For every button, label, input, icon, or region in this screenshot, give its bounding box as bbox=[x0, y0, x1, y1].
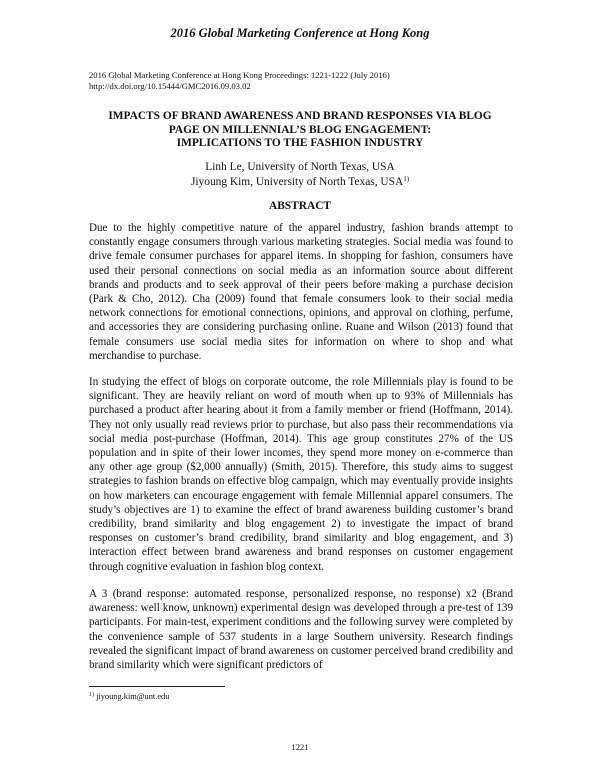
author-2 bbox=[80, 175, 520, 190]
author-list bbox=[80, 160, 520, 190]
title-line-3: IMPLICATIONS TO THE FASHION INDUSTRY bbox=[176, 137, 424, 149]
abstract-paragraph-2: In studying the effect of blogs on corporate outcome, the role Millennials play is found to be significant. They are heavily reliant on word of mouth when up to 93% of Millennials has purchased a product after hearing about it from a family member or friend (Hoffmann, 2014). They not only usually read reviews prior to purchase, but also pass their recommendations via social media post-purchase (Hoffman, 2014). This age group constitutes 27% of the US population and in spite of their lower incomes, they spend more money on e-commerce than any other age group ($2,000 annually) (Smith, 2015). Therefore, this study aims to suggest strategies to fashion brands on effective blog campaign, which may eventually provide insights on how marketers can encourage engagement with female Millennial apparel consumers. The study’s objectives are 1) to examine the effect of brand awareness building customer’s brand credibility, brand similarity and blog engagement 2) to investigate the impact of brand responses on customer’s brand credibility, brand similarity and blog engagement, and 3) interaction effect between brand awareness and brand responses on customer engagement through cognitive evaluation in fashion blog context. bbox=[89, 376, 513, 573]
page-number: 1221 bbox=[291, 742, 309, 752]
conference-header: 2016 Global Marketing Conference at Hong Kong bbox=[170, 26, 430, 40]
paper-title bbox=[80, 110, 520, 151]
abstract-paragraph-3: A 3 (brand response: automated response, personalized response, no response) x2 (Brand awareness: well know, unknown) experimental design was developed through a pre-test of 139 participants. For main-test, experiment conditions and the following survey were completed by the convenience sample of 537 students in a large Southern university. Research findings revealed the significant impact of brand awareness on customer perceived brand credibility and brand similarity which were significant predictors of bbox=[89, 588, 513, 672]
title-line-1: IMPACTS OF BRAND AWARENESS AND BRAND RESPONSES VIA BLOG bbox=[108, 110, 492, 122]
abstract-heading: ABSTRACT bbox=[268, 200, 332, 212]
author-1: Linh Le, University of North Texas, USA bbox=[205, 161, 395, 173]
author-2-footnote-mark: 1) bbox=[403, 175, 410, 183]
footnote-email[interactable]: jiyoung.kim@unt.edu bbox=[94, 692, 170, 701]
abstract-paragraph-1: Due to the highly competitive nature of the apparel industry, fashion brands attempt to constantly engage consumers through various marketing strategies. Social media was found to drive female consumer purchases for apparel items. In shopping for fashion, consumers have used their personal connections on social media as an information source about different brands and products and to seek approval of their peers before making a purchase decision (Park & Cho, 2012). Cha (2009) found that female consumers look to their social media network connections for emotional connections, opinions, and approval on clothing, perfume, and accessories they are considering purchasing online. Ruane and Wilson (2013) found that female consumers use social media sites for information on where to shop and what merchandise to purchase. bbox=[89, 222, 513, 362]
title-line-2: PAGE ON MILLENNIAL’S BLOG ENGAGEMENT: bbox=[168, 123, 432, 136]
footnote-divider bbox=[89, 686, 225, 687]
proceedings-citation: 2016 Global Marketing Conference at Hong Kong Proceedings: 1221-1222 (July 2016) bbox=[89, 70, 390, 80]
doi-link[interactable]: http://dx.doi.org/10.15444/GMC2016.09.03.02 bbox=[89, 81, 251, 91]
author-2-name: Jiyoung Kim, University of North Texas, USA bbox=[190, 176, 404, 188]
footnote bbox=[89, 692, 169, 701]
footnote-mark: 1) bbox=[89, 692, 94, 698]
proceedings-meta bbox=[89, 70, 529, 92]
